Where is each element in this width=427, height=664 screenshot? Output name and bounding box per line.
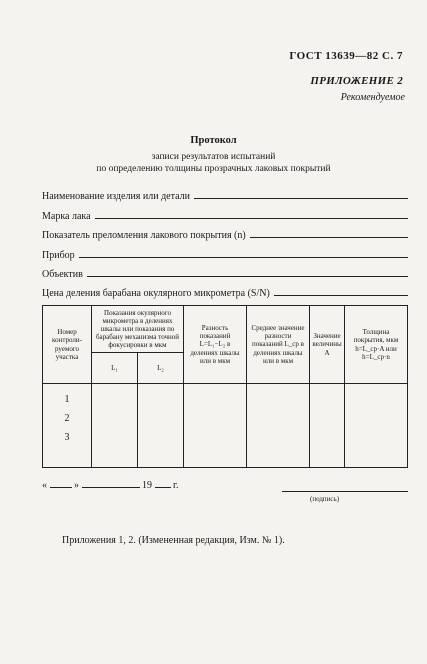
field-product-name — [42, 188, 408, 202]
table-cell[interactable] — [137, 384, 183, 468]
col-l2-header: L₂ — [137, 353, 183, 384]
date-close-quote: » — [74, 480, 79, 491]
protocol-subtitle-1: записи результатов испытаний — [151, 152, 276, 162]
fill-line[interactable] — [79, 256, 408, 258]
col-diff-header: Разность показаний L=L₁−L₂ в делениях шкалы или в мкм — [184, 306, 247, 384]
year-prefix: 19 — [142, 480, 152, 491]
field-refraction-index — [42, 227, 408, 241]
field-label: Цена деления барабана окулярного микрометра (S/N) — [42, 288, 270, 299]
year-fill-line[interactable] — [155, 487, 171, 488]
standard-number: ГОСТ 13639—82 С. 7 — [289, 50, 403, 62]
field-label: Прибор — [42, 250, 75, 261]
row-number: 1 — [64, 394, 70, 405]
appendix-label: ПРИЛОЖЕНИЕ 2 — [310, 75, 403, 87]
date-open-quote: « — [42, 480, 47, 491]
amendment-note: Приложения 1, 2. (Измененная редакция, Изм. № 1). — [62, 535, 285, 546]
protocol-title: Протокол — [190, 135, 237, 146]
results-table — [42, 305, 408, 468]
signature-block — [42, 480, 408, 510]
col-number-header: Номер контроли-руемого участка — [43, 306, 92, 384]
table-cell[interactable] — [310, 384, 345, 468]
col-thickness-header: Толщина покрытия, мкм h=L_ср·A или h=L_ср·n — [345, 306, 408, 384]
col-value-header: Значение величины A — [310, 306, 345, 384]
fill-line[interactable] — [274, 294, 408, 296]
field-division-value — [42, 285, 408, 299]
month-fill-line[interactable] — [82, 487, 140, 488]
row-number: 3 — [64, 432, 70, 443]
recommended-label: Рекомендуемое — [340, 92, 405, 103]
table-cell[interactable] — [247, 384, 310, 468]
table-cell[interactable] — [92, 384, 138, 468]
field-label: Марка лака — [42, 211, 91, 222]
col-readings-header: Показания окулярного микрометра в делениях шкалы или показания по барабану механизма точной фокусировки в мкм — [92, 306, 184, 353]
field-objective — [42, 266, 408, 280]
protocol-subtitle-2: по определению толщины прозрачных лаковых покрытий — [96, 164, 331, 174]
row-number: 2 — [64, 413, 70, 424]
fill-line[interactable] — [87, 275, 408, 277]
col-l1-header: L₁ — [92, 353, 138, 384]
fill-line[interactable] — [194, 197, 408, 199]
fill-line[interactable] — [250, 236, 408, 238]
signature-caption: (подпись) — [310, 495, 340, 503]
field-device — [42, 247, 408, 261]
field-label: Наименование изделия или детали — [42, 191, 190, 202]
fill-line[interactable] — [95, 217, 408, 219]
day-fill-line[interactable] — [50, 487, 72, 488]
field-label: Показатель преломления лакового покрытия (n) — [42, 230, 246, 241]
date-line — [42, 480, 178, 491]
year-suffix: г. — [173, 480, 179, 491]
signature-line[interactable] — [282, 491, 408, 492]
field-label: Объектив — [42, 269, 83, 280]
table-cell[interactable] — [184, 384, 247, 468]
col-avg-header: Среднее значение разности показаний L_ср в делениях шкалы или в мкм — [247, 306, 310, 384]
table-cell[interactable] — [345, 384, 408, 468]
field-varnish-brand — [42, 208, 408, 222]
row-numbers-cell — [43, 384, 92, 468]
